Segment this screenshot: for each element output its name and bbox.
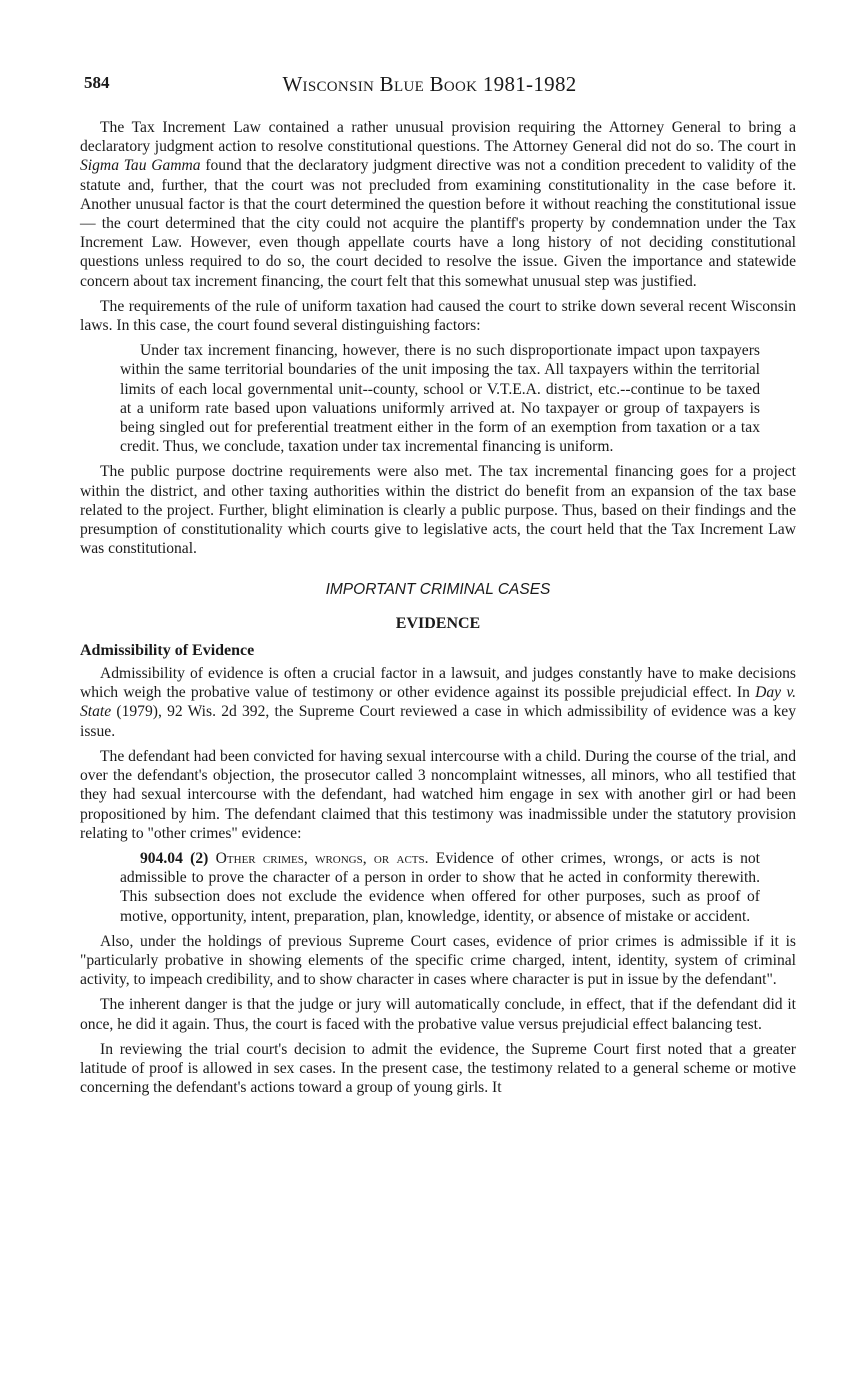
paragraph: The requirements of the rule of uniform taxation had caused the court to strike down several recent Wisconsin laws. In this case, the court found several distinguishing factors: — [80, 297, 796, 335]
block-quote: Under tax increment financing, however, there is no such disproportionate impact upon taxpayers within the same territorial boundaries of the unit imposing the tax. All taxpayers within the territorial limits of each local governmental unit--county, school or V.T.E.A. district, etc.--continue to be taxed at a uniform rate based upon valuations uniformly arrived at. No taxpayer or group of taxpayers is being singled out for preferential treatment either in the form of an exemption from taxation or a tax credit. Thus, we conclude, taxation under tax incremental financing is uniform. — [120, 342, 760, 456]
paragraph-text: found that the declaratory judgment directive was not a condition precedent to validity of the statute and, further, that the court was not precluded from examining constitutionality in the case before it. Another unusual factor is that the court determined the question before it without reaching the constitutional issue — the court determined that the city could not acquire the plantiff's property by condemnation under the Tax Increment Law. However, even though appellate courts have a long history of not deciding constitutional questions unless required to do so, the court decided to resolve the issue. Given the importance and statewide concern about tax increment financing, the court felt that this somewhat unusual step was justified. — [80, 157, 796, 290]
case-name: Sigma Tau Gamma — [80, 157, 201, 175]
statute-title: Other crimes, wrongs, or acts. — [215, 849, 429, 867]
running-head: Wisconsin Blue Book 1981-1982 — [282, 72, 577, 96]
subsection-heading: EVIDENCE — [395, 614, 481, 632]
section-heading: IMPORTANT CRIMINAL CASES — [325, 581, 551, 599]
paragraph: Also, under the holdings of previous Supreme Court cases, evidence of prior crimes is admissible if it is "particularly probative in showing elements of the specific crime charged, intent, identity, system of criminal activity, to impeach credibility, and to show character in cases where character is put in issue by the defendant". — [80, 932, 796, 989]
statute-text: Evidence of other crimes, wrongs, or acts is not admissible to prove the character of a person in order to show that he acted in conformity therewith. This subsection does not exclude the evidence when offered for other purposes, such as proof of motive, opportunity, intent, preparation, plan, knowledge, identity, or absence of mistake or accident. — [120, 849, 760, 925]
page-number: 584 — [84, 73, 110, 92]
topic-heading: Admissibility of Evidence — [80, 641, 255, 659]
paragraph: The inherent danger is that the judge or jury will automatically conclude, in effect, that if the defendant did it once, he did it again. Thus, the court is faced with the probative value versus prejudicial effect balancing test. — [80, 996, 796, 1033]
statute-number: 904.04 (2) — [140, 849, 209, 867]
paragraph-text: The Tax Increment Law contained a rather unusual provision requiring the Attorney General to bring a declaratory judgment action to resolve constitutional questions. The Attorney General did not do so. The court in — [80, 119, 796, 156]
paragraph: In reviewing the trial court's decision to admit the evidence, the Supreme Court first noted that a greater latitude of proof is allowed in sex cases. In the present case, the testimony related to a general scheme or motive concerning the defendant's actions toward a group of young girls. It — [80, 1040, 796, 1097]
paragraph — [80, 664, 796, 741]
paragraph: The defendant had been convicted for having sexual intercourse with a child. During the course of the trial, and over the defendant's objection, the prosecutor called 3 noncomplaint witnesses, all minors, who all testified that they had sexual intercourse with the defendant, had watched him engage in sex with another girl or had been propositioned by him. The defendant claimed that this testimony was inadmissible under the statutory provision relating to "other crimes" evidence: — [80, 747, 796, 842]
paragraph — [80, 118, 796, 291]
paragraph: The public purpose doctrine requirements were also met. The tax incremental financing goes for a project within the district, and other taxing authorities within the district do benefit from an expansion of the tax base related to the project. Further, blight elimination is clearly a public purpose. Thus, based on their findings and the presumption of constitutionality which courts give to legislative acts, the court held that the Tax Increment Law was constitutional. — [80, 463, 796, 558]
paragraph-text: Admissibility of evidence is often a crucial factor in a lawsuit, and judges constantly have to make decisions which weigh the probative value of testimony or other evidence against its possible prejudicial effect. In — [80, 665, 796, 702]
statute-quote — [120, 849, 760, 926]
page-body — [80, 118, 796, 1103]
paragraph-text: (1979), 92 Wis. 2d 392, the Supreme Court reviewed a case in which admissibility of evidence was a key issue. — [80, 703, 796, 740]
case-name: Day v. State — [80, 684, 796, 721]
